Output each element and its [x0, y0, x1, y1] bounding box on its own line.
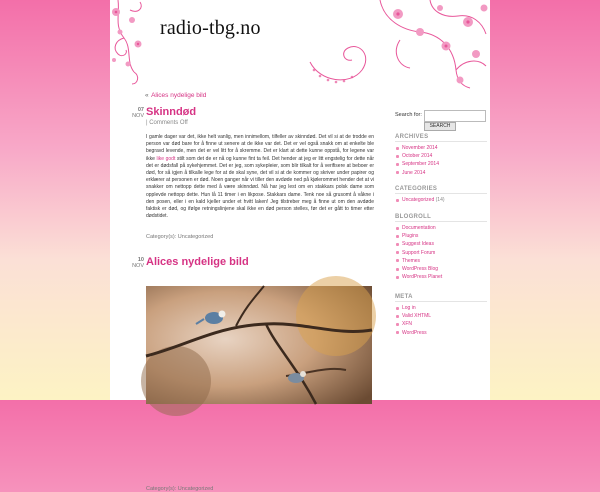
categories-title: CATEGORIES	[395, 186, 487, 194]
bird-photo-image	[146, 286, 372, 404]
meta-link[interactable]: WordPress	[395, 329, 487, 337]
category-link[interactable]	[395, 196, 487, 204]
category-name: Uncategorized	[402, 197, 435, 203]
post-category: Category(s): Uncategorized	[146, 234, 214, 240]
site-header	[110, 0, 490, 88]
blogroll-link[interactable]: WordPress Blog	[395, 265, 487, 273]
category-count: (14)	[435, 197, 445, 203]
floral-swirl-left-icon	[110, 0, 170, 88]
archive-link[interactable]: October 2014	[395, 152, 487, 160]
site-title[interactable]: radio-tbg.no	[160, 17, 261, 39]
archive-link[interactable]: June 2014	[395, 169, 487, 177]
search-label: Search for:	[395, 112, 422, 118]
post-body-link[interactable]: like godt	[156, 155, 176, 162]
blogroll-link[interactable]: Themes	[395, 257, 487, 265]
search-button[interactable]: SEARCH	[424, 122, 456, 131]
archive-link[interactable]: September 2014	[395, 160, 487, 168]
blogroll-link[interactable]: Suggest Ideas	[395, 240, 487, 248]
archives-title: ARCHIVES	[395, 134, 487, 142]
blogroll-link[interactable]: WordPress Planet	[395, 273, 487, 281]
post-date-month: NOV	[132, 263, 144, 269]
floral-swirl-right-icon	[280, 0, 490, 88]
archives-widget	[395, 134, 487, 177]
blogroll-link[interactable]: Plugins	[395, 232, 487, 240]
blogroll-widget	[395, 214, 487, 281]
post-date	[130, 107, 144, 119]
post-photo-bird[interactable]	[146, 286, 372, 404]
previous-post-link[interactable]	[145, 92, 206, 99]
blogroll-link[interactable]: Support Forum	[395, 249, 487, 257]
post-body	[146, 134, 374, 220]
archive-link[interactable]: November 2014	[395, 144, 487, 152]
categories-widget	[395, 186, 487, 204]
post-title[interactable]: Skinndød	[146, 106, 197, 118]
search-input[interactable]	[424, 110, 486, 122]
post-date-day: 10	[137, 257, 144, 263]
blogroll-title: BLOGROLL	[395, 214, 487, 222]
post-body-text: I gamle dager var det, ikke helt vanlig, men innimellom, tilfeller av skinndød. Det vil si at de trodde en person var død bare for å finne ut senere at de ikke var det. Det er vel også snakk om at enkelte ble begravd levende, men det er vel litt for å skremme. Det er klart at dette kunne oppstå, for legene var ikke	[146, 134, 374, 162]
meta-link[interactable]: XFN	[395, 320, 487, 328]
post-date	[130, 257, 144, 269]
post-date-day: 07	[137, 107, 144, 113]
post-body-text-continued: stilt som det de er nå og kunne fint ta feil. Det hender at jeg er litt engstelig for dette når det er dødsfall på sykehjemmet. Det er jeg, som sykepleier, som blir tilkalt for å verifisere at beboer er død, for så igjen å tilkalle lege for at de skal syne, det vil si at de kommer og skriver under papirer og erklærer at personen er død. Noen ganger når vi tiller den avdøde ned på kjølerommet hender det at vi snakker om nettopp dette med å være skinndød. Nå har jeg lest om en stakkars polsk dame som opplevde nettopp dette. Hun lå 11 timer i en likpose. Stakkars dame. Tenk noe så grusomt å våkne i den posen, eller i en kald kjeller under et hvitt laken! Jeg tilstreber meg å finne ut om den avdøde faktisk er død, og ifølge retningslinjene skal ikke en død person stelles, før det er gått to timer etter dødstidet.	[146, 155, 375, 220]
meta-widget	[395, 294, 487, 337]
post-date-month: NOV	[132, 113, 144, 119]
meta-link[interactable]: Log in	[395, 304, 487, 312]
blogroll-link[interactable]: Documentation	[395, 224, 487, 232]
back-arrow-icon: «	[145, 92, 149, 99]
previous-post-label: Alices nydelige bild	[151, 92, 207, 99]
post-title[interactable]: Alices nydelige bild	[146, 256, 249, 268]
post-comments-link: | Comments Off	[146, 120, 188, 126]
page-container	[110, 0, 490, 492]
post-category: Category(s): Uncategorized	[146, 486, 214, 492]
meta-link[interactable]: Valid XHTML	[395, 312, 487, 320]
meta-title: META	[395, 294, 487, 302]
